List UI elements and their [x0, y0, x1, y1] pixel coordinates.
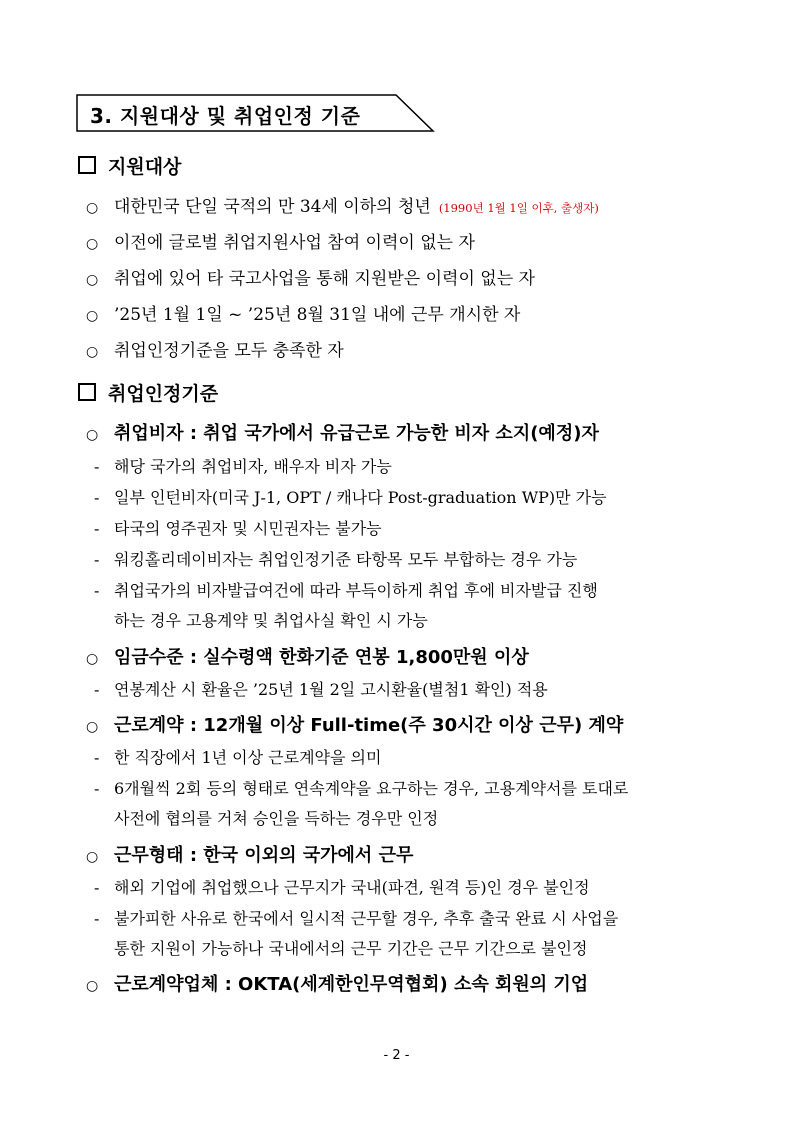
- circle-bullet-icon: ○: [86, 344, 99, 360]
- checkbox-square-icon: [78, 383, 96, 401]
- dash-mark: -: [94, 581, 100, 600]
- list-item-text: 취업에 있어 타 국고사업을 통해 지원받은 이력이 없는 자: [114, 269, 535, 289]
- checkbox-square-icon: [78, 156, 96, 174]
- criteria-work-type-title-text: 근무형태 : 한국 이외의 국가에서 근무: [114, 845, 414, 866]
- dash-mark: -: [94, 680, 100, 699]
- list-item-continuation: 통한 지원이 가능하나 국내에서의 근무 기간은 근무 기간으로 불인정: [114, 939, 588, 958]
- list-item: [86, 300, 520, 325]
- criteria-wage-title-text: 임금수준 : 실수령액 한화기준 연봉 1,800만원 이상: [114, 647, 529, 668]
- dash-mark: -: [94, 457, 100, 476]
- section-title-box: [76, 94, 436, 132]
- criteria-company-title: [86, 970, 588, 996]
- circle-bullet-icon: ○: [86, 978, 99, 994]
- list-item: [94, 906, 618, 929]
- circle-bullet-icon: ○: [86, 427, 99, 443]
- dash-mark: -: [94, 488, 100, 507]
- section-title: 3. 지원대상 및 취업인정 기준: [90, 104, 361, 128]
- circle-bullet-icon: ○: [86, 236, 99, 252]
- list-item-text: ’25년 1월 1일 ~ ’25년 8월 31일 내에 근무 개시한 자: [114, 305, 521, 325]
- list-item-text: 6개월씩 2회 등의 형태로 연속계약을 요구하는 경우, 고용계약서를 토대로: [114, 779, 629, 798]
- heading-support-target: [78, 152, 181, 179]
- criteria-work-type-title: [86, 841, 413, 867]
- criteria-company-title-text: 근로계약업체 : OKTA(세계한인무역협회) 소속 회원의 기업: [114, 974, 589, 995]
- list-item-text: 일부 인턴비자(미국 J-1, OPT / 캐나다 Post-graduation WP)만 가능: [114, 488, 607, 507]
- list-item: [86, 264, 535, 289]
- list-item: [94, 454, 392, 477]
- heading-support-target-label: 지원대상: [108, 156, 182, 178]
- dash-mark: -: [94, 748, 100, 767]
- page-number: - 2 -: [383, 1048, 410, 1063]
- criteria-wage-title: [86, 643, 529, 669]
- list-item-text: 타국의 영주권자 및 시민권자는 불가능: [114, 519, 382, 538]
- list-item: [94, 745, 381, 768]
- circle-bullet-icon: ○: [86, 719, 99, 735]
- dash-mark: -: [94, 519, 100, 538]
- list-item: [94, 578, 598, 601]
- list-item-text: 대한민국 단일 국적의 만 34세 이하의 청년: [114, 197, 431, 217]
- circle-bullet-icon: ○: [86, 200, 99, 216]
- criteria-contract-title-text: 근로계약 : 12개월 이상 Full-time(주 30시간 이상 근무) 계약: [114, 715, 624, 736]
- list-item: [86, 228, 475, 253]
- birth-date-note: (1990년 1월 1일 이후, 출생자): [438, 201, 599, 215]
- criteria-visa-title: [86, 419, 599, 445]
- list-item-text: 이전에 글로벌 취업지원사업 참여 이력이 없는 자: [114, 233, 475, 253]
- list-item-continuation: 하는 경우 고용계약 및 취업사실 확인 시 가능: [114, 611, 428, 630]
- list-item-text: 해당 국가의 취업비자, 배우자 비자 가능: [114, 457, 392, 476]
- list-item: [94, 776, 628, 799]
- list-item: [94, 516, 382, 539]
- list-item-text: 한 직장에서 1년 이상 근로계약을 의미: [114, 748, 382, 767]
- list-item-text: 취업국가의 비자발급여건에 따라 부득이하게 취업 후에 비자발급 진행: [114, 581, 598, 600]
- dash-mark: -: [94, 909, 100, 928]
- dash-mark: -: [94, 878, 100, 897]
- heading-employment-criteria-label: 취업인정기준: [108, 383, 219, 405]
- circle-bullet-icon: ○: [86, 308, 99, 324]
- circle-bullet-icon: ○: [86, 272, 99, 288]
- list-item: [94, 485, 607, 508]
- circle-bullet-icon: ○: [86, 849, 99, 865]
- dash-mark: -: [94, 550, 100, 569]
- list-item: [94, 547, 577, 570]
- circle-bullet-icon: ○: [86, 651, 99, 667]
- criteria-contract-title: [86, 711, 623, 737]
- list-item-text: 불가피한 사유로 한국에서 일시적 근무할 경우, 추후 출국 완료 시 사업을: [114, 909, 619, 928]
- list-item: [86, 192, 599, 217]
- list-item-text: 연봉계산 시 환율은 ’25년 1월 2일 고시환율(별첨1 확인) 적용: [114, 680, 548, 699]
- list-item-text: 워킹홀리데이비자는 취업인정기준 타항목 모두 부합하는 경우 가능: [114, 550, 578, 569]
- list-item: [86, 336, 344, 361]
- list-item-continuation: 사전에 협의를 거쳐 승인을 득하는 경우만 인정: [114, 809, 439, 828]
- list-item-text: 해외 기업에 취업했으나 근무지가 국내(파견, 원격 등)인 경우 불인정: [114, 878, 590, 897]
- heading-employment-criteria: [78, 379, 218, 406]
- list-item: [94, 875, 590, 898]
- criteria-visa-title-text: 취업비자 : 취업 국가에서 유급근로 가능한 비자 소지(예정)자: [114, 423, 599, 444]
- list-item-text: 취업인정기준을 모두 충족한 자: [114, 341, 344, 361]
- list-item: [94, 677, 548, 700]
- dash-mark: -: [94, 779, 100, 798]
